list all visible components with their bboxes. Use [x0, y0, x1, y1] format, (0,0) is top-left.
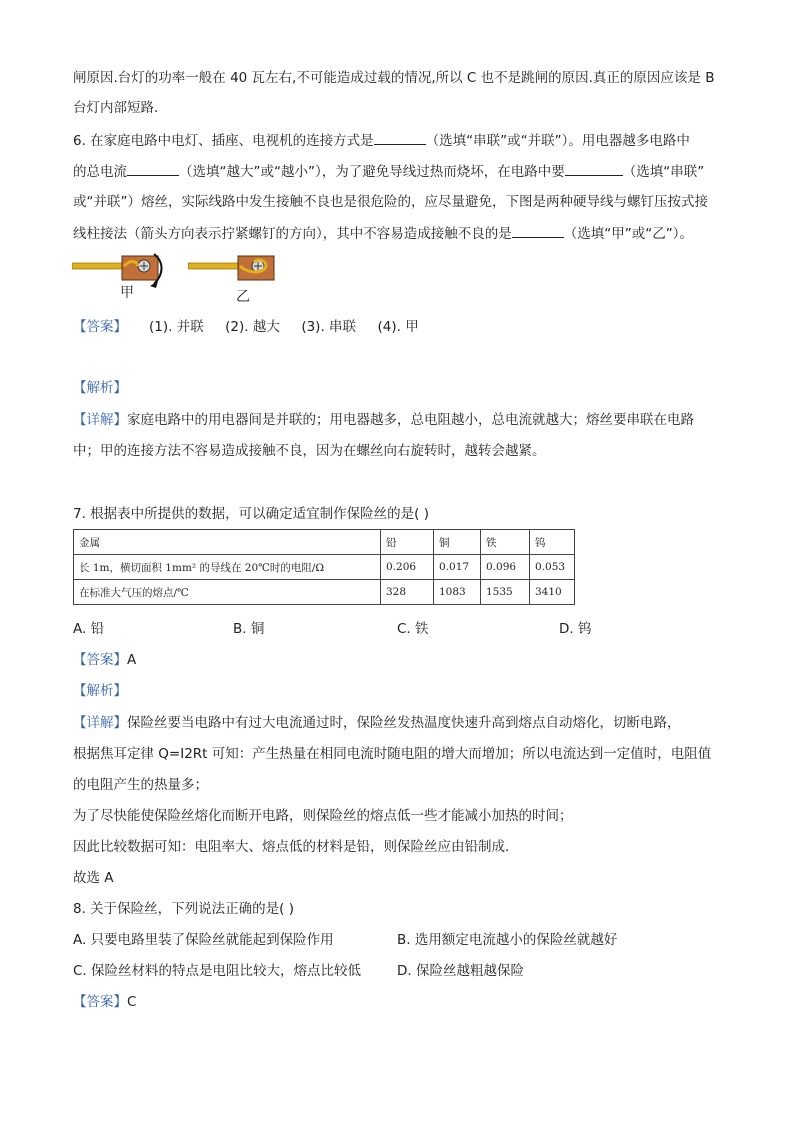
- table-header-cell: 金属: [74, 530, 381, 555]
- question-7-line: 7. 根据表中所提供的数据，可以确定适宜制作保险丝的是( ): [73, 506, 429, 522]
- option-d: D. 保险丝越粗越保险: [397, 963, 524, 979]
- wire-terminal-yi-icon: [188, 252, 288, 290]
- answer-blank: [127, 161, 179, 176]
- explanation-line: 根据焦耳定律 Q=I2Rt 可知：产生热量在相同电流时随电阻的增大而增加；所以电流达到一定值时，电阻值: [73, 746, 712, 762]
- table-cell: 1083: [434, 580, 481, 605]
- explanation-line: 为了尽快能使保险丝熔化而断开电路，则保险丝的熔点低一些才能减小加热的时间；: [73, 808, 573, 824]
- answer-tag: 【答案】: [73, 994, 127, 1010]
- table-header-cell: 铜: [434, 530, 481, 555]
- explanation-line: 【详解】家庭电路中的用电器间是并联的；用电器越多，总电阻越小，总电流就越大；熔丝要串联在电路: [73, 412, 694, 428]
- detail-tag: 【详解】: [73, 715, 127, 731]
- answer-line-q8: [73, 992, 136, 1012]
- question-6-line: 或“并联”）熔丝，实际线路中发生接触不良也是很危险的，应尽量避免，下图是两种硬导线与螺钉压按式接: [73, 194, 708, 210]
- question-6-line: 6. 在家庭电路中电灯、插座、电视机的连接方式是 （选填“串联”或“并联”）。用电器越多电路中: [73, 130, 690, 151]
- option-d: D. 钨: [559, 621, 592, 637]
- question-6-line: 线柱接法（箭头方向表示拧紧螺钉的方向），其中不容易造成接触不良的是 （选填“甲”或“乙”）。: [73, 223, 693, 244]
- option-b: B. 铜: [233, 621, 265, 637]
- table-header-cell: 铁: [481, 530, 530, 555]
- figure-label-jia: 甲: [120, 285, 134, 301]
- prev-explanation-line: 台灯内部短路.: [73, 100, 159, 116]
- question-6-line: 的总电流 （选填“越大”或“越小”），为了避免导线过热而烧坏，在电路中要 （选填“串联”: [73, 161, 704, 182]
- table-cell: 328: [381, 580, 434, 605]
- table-cell: 长 1m，横切面积 1mm² 的导线在 20℃时的电阻/Ω: [74, 555, 381, 580]
- table-cell: 0.053: [530, 555, 575, 580]
- table-cell: 在标准大气压的熔点/℃: [74, 580, 381, 605]
- table-cell: 0.017: [434, 555, 481, 580]
- explanation-line: 故选 A: [73, 870, 114, 886]
- answer-text: C: [127, 994, 137, 1010]
- option-b: B. 选用额定电流越小的保险丝就越好: [397, 932, 618, 948]
- detail-tag: 【详解】: [73, 412, 127, 428]
- metal-data-table: [73, 529, 575, 605]
- option-a: A. 铅: [73, 621, 105, 637]
- answer-blank: [374, 130, 426, 145]
- explanation-line: 【详解】保险丝要当电路中有过大电流通过时，保险丝发热温度快速升高到熔点自动熔化，切断电路，: [73, 715, 681, 731]
- answer-line-q6: [73, 317, 419, 337]
- option-a: A. 只要电路里装了保险丝就能起到保险作用: [73, 932, 334, 948]
- option-c: C. 保险丝材料的特点是电阻比较大，熔点比较低: [73, 963, 362, 979]
- option-c: C. 铁: [397, 621, 429, 637]
- table-cell: 0.206: [381, 555, 434, 580]
- figure-label-yi: 乙: [236, 289, 250, 305]
- table-row: [74, 530, 575, 555]
- question-8-line: 8. 关于保险丝，下列说法正确的是( ): [73, 901, 294, 917]
- table-cell: 0.096: [481, 555, 530, 580]
- answer-line-q7: [73, 650, 136, 670]
- answer-blank: [512, 223, 564, 238]
- analysis-tag: 【解析】: [73, 380, 127, 396]
- table-row: [74, 555, 575, 580]
- answer-blank: [565, 161, 623, 176]
- prev-explanation-line: 闸原因.台灯的功率一般在 40 瓦左右,不可能造成过载的情况,所以 C 也不是跳闸的原因.真正的原因应该是 B: [73, 70, 715, 86]
- table-header-cell: 钨: [530, 530, 575, 555]
- table-header-cell: 铅: [381, 530, 434, 555]
- analysis-tag: 【解析】: [73, 683, 127, 699]
- table-cell: 1535: [481, 580, 530, 605]
- table-row: [74, 580, 575, 605]
- explanation-line: 中；甲的连接方法不容易造成接触不良，因为在螺丝向右旋转时，越转会越紧。: [73, 443, 546, 459]
- answer-text: (1). 并联 (2). 越大 (3). 串联 (4). 甲: [149, 319, 419, 335]
- table-cell: 3410: [530, 580, 575, 605]
- answer-tag: 【答案】: [73, 652, 127, 668]
- answer-tag: 【答案】: [73, 319, 127, 335]
- answer-text: A: [127, 652, 137, 668]
- explanation-line: 的电阻产生的热量多；: [73, 777, 208, 793]
- explanation-line: 因此比较数据可知：电阻率大、熔点低的材料是铅，则保险丝应由铅制成．: [73, 839, 519, 855]
